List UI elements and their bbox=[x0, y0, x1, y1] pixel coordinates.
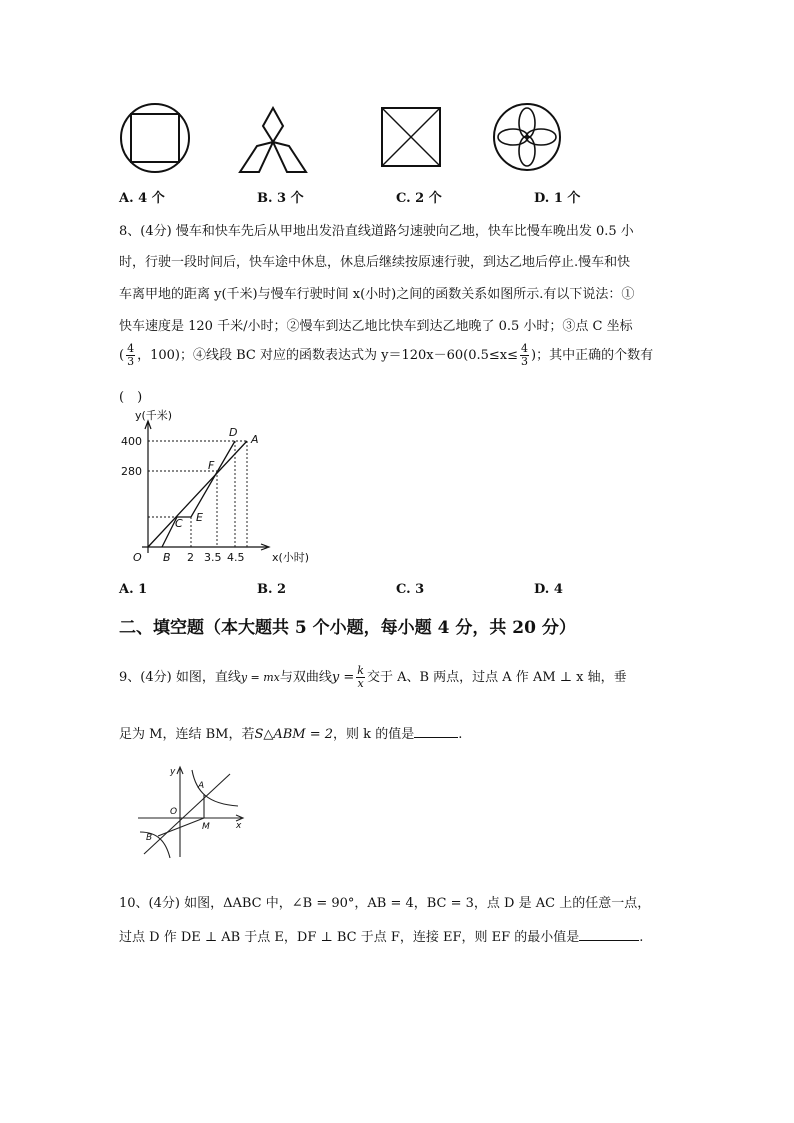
q9-area-expression: S△ABM = 2 bbox=[254, 727, 334, 742]
figure-square-diagonals bbox=[380, 106, 442, 168]
q8-line-5-end: )；其中正确的个数有 bbox=[531, 348, 654, 363]
q10-line-2 bbox=[119, 926, 643, 945]
section-title: 二、填空题（本大题共 5 个小题，每小题 4 分，共 20 分） bbox=[119, 618, 576, 638]
q9-y-equals: y = bbox=[331, 670, 355, 685]
q8-line-5 bbox=[119, 343, 653, 368]
fraction-numerator: 4 bbox=[521, 342, 528, 355]
q8-option-d[interactable]: D. 4 bbox=[534, 582, 563, 597]
figure-three-rhombi bbox=[237, 106, 309, 176]
label-y: y bbox=[170, 767, 176, 777]
q8-option-a[interactable]: A. 1 bbox=[119, 582, 148, 597]
q7-option-a[interactable]: A. 4 个 bbox=[119, 191, 165, 206]
q7-option-c[interactable]: C. 2 个 bbox=[396, 191, 442, 206]
point-d-label: D bbox=[229, 426, 238, 439]
fraction-k-over-x bbox=[356, 665, 365, 690]
y-tick-400: 400 bbox=[121, 435, 142, 448]
q7-option-d[interactable]: D. 1 个 bbox=[534, 191, 581, 206]
q9-line-2-a: 足为 M，连结 BM，若 bbox=[119, 727, 255, 742]
q10-answer-blank[interactable] bbox=[579, 928, 639, 941]
q8-answer-parens: ( ) bbox=[119, 390, 143, 405]
q8-option-c[interactable]: C. 3 bbox=[396, 582, 425, 597]
q8-line-2: 时，行驶一段时间后，快车途中休息，休息后继续按原速行驶，到达乙地后停止.慢车和快 bbox=[119, 255, 631, 270]
q8-distance-time-chart bbox=[119, 405, 339, 570]
fraction-four-thirds-2 bbox=[520, 343, 529, 368]
q9-line-equation: y = mx bbox=[240, 671, 280, 684]
q9-answer-blank[interactable] bbox=[414, 725, 458, 738]
q9-tail: 交于 A、B 两点，过点 A 作 AM ⊥ x 轴，垂 bbox=[366, 670, 627, 685]
q9-line-2 bbox=[119, 723, 462, 742]
q9-prefix: 9、(4分) 如图，直线 bbox=[119, 670, 241, 685]
label-x: x bbox=[236, 821, 242, 831]
x-tick-origin: O bbox=[133, 551, 142, 564]
q9-line-2-end: . bbox=[458, 727, 463, 742]
y-tick-280: 280 bbox=[121, 465, 142, 478]
x-tick-2: 2 bbox=[187, 551, 194, 564]
q8-line-1: 8、(4分) 慢车和快车先后从甲地出发沿直线道路匀速驶向乙地，快车比慢车晚出发 0.5 小 bbox=[119, 224, 634, 239]
q7-option-b[interactable]: B. 3 个 bbox=[257, 191, 304, 206]
label-o: O bbox=[170, 807, 178, 817]
fraction-denominator: 3 bbox=[127, 355, 135, 368]
q8-line-3: 车离甲地的距离 y(千米)与慢车行驶时间 x(小时)之间的函数关系如图所示.有以下说法：① bbox=[119, 287, 635, 302]
figure-circle-four-petals bbox=[492, 102, 562, 172]
line-y-mx bbox=[144, 774, 230, 854]
q9-line-1 bbox=[119, 665, 627, 690]
figure-circle-square bbox=[119, 99, 191, 177]
fraction-denominator: 3 bbox=[521, 355, 528, 368]
fraction-numerator-k: k bbox=[357, 664, 364, 677]
fraction-denominator-x: x bbox=[357, 677, 364, 690]
q8-line-4: 快车速度是 120 千米/小时；②慢车到达乙地比快车到达乙地晚了 0.5 小时；③点 C 坐标 bbox=[119, 319, 633, 334]
fraction-numerator: 4 bbox=[127, 342, 135, 355]
x-tick-4-5: 4.5 bbox=[227, 551, 245, 564]
series-fast-car bbox=[162, 441, 235, 547]
label-m: M bbox=[202, 822, 210, 832]
point-f-label: F bbox=[208, 459, 215, 472]
q8-line-5-mid: ，100)；④线段 BC 对应的函数表达式为 y＝120x－60(0.5≤x≤ bbox=[137, 348, 518, 363]
q10-line-1: 10、(4分) 如图，ΔABC 中，∠B = 90°，AB = 4，BC = 3，点 D 是 AC 上的任意一点， bbox=[119, 896, 651, 911]
q9-hyperbola-figure bbox=[136, 762, 250, 860]
x-axis-label: x(小时) bbox=[272, 551, 310, 564]
point-a-label: A bbox=[251, 433, 259, 446]
series-slow-car bbox=[148, 441, 247, 547]
q10-line-2-text: 过点 D 作 DE ⊥ AB 于点 E，DF ⊥ BC 于点 F，连接 EF，则 EF 的最小值是 bbox=[119, 930, 580, 945]
q8-open-paren: ( bbox=[119, 348, 125, 363]
q9-mid: 与双曲线 bbox=[279, 670, 332, 685]
y-axis-label: y(千米) bbox=[135, 409, 173, 422]
point-e-label: E bbox=[196, 511, 203, 524]
x-tick-b: B bbox=[163, 551, 171, 564]
q8-option-b[interactable]: B. 2 bbox=[257, 582, 287, 597]
label-a: A bbox=[198, 781, 205, 791]
x-tick-3-5: 3.5 bbox=[204, 551, 222, 564]
q10-line-2-end: . bbox=[639, 930, 644, 945]
fraction-four-thirds bbox=[126, 343, 135, 368]
label-b: B bbox=[146, 833, 153, 843]
q9-line-2-b: ，则 k 的值是 bbox=[333, 727, 415, 742]
point-c-label: C bbox=[175, 517, 183, 530]
segment-bm bbox=[158, 818, 204, 836]
